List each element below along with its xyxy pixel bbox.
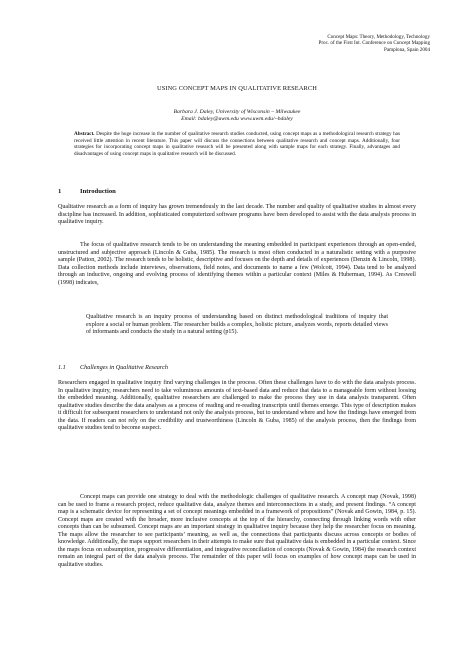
author-block <box>0 109 474 124</box>
abstract-label: Abstract. <box>74 131 95 137</box>
header-line-1: Concept Maps: Theory, Methodology, Technology <box>327 34 430 40</box>
intro-paragraph-1: Qualitative research as a form of inquiry has grown tremendously in the last decade. The number and quality of qualitative studies in almost every discipline has increased. In addition, sophisticated computerized software programs have been developed to assist with the data analysis process in qualitative inquiry. <box>58 204 416 226</box>
email-line: Email: bdaley@uwm.edu www.uwm.edu/~bdaley <box>181 116 293 123</box>
challenges-paragraph-1: Researchers engaged in qualitative inquiry find varying challenges in the process. Often these challenges have to do with the data analysis process. In qualitative inquiry, researchers need to take voluminous amounts of text-based data and reduce that data to a manageable form without loosing the embedded meaning. Additionally, qualitative researchers are challenged to make the process they use in data analysis transparent. Often qualitative studies describe the data analyses as a process of reading and re-reading transcripts until themes emerge. This type of description makes it difficult for subsequent researchers to understand not only the analysis process, but to understand where and how the findings have emerged from the data. If readers can not rely on the credibility and trustworthiness (Lincoln & Guba, 1985) of the analysis process, then the findings from qualitative studies tend to become suspect. <box>58 380 416 432</box>
subsection-number: 1.1 <box>58 364 66 371</box>
header-line-2: Proc. of the First Int. Conference on Concept Mapping <box>318 40 430 47</box>
intro-paragraph-2: The focus of qualitative research tends to be on understanding the meaning embedded in participant experiences through an open-ended, unstructured and subjective approach (Lincoln & Guba, 1985). The research is most often conducted in a naturalistic setting with a purposive sample (Patton, 2002). The research tends to be holistic, descriptive and focuses on the depth and details of experiences (Denzin & Lincoln, 1998). Data collection methods include interviews, observations, field notes, and documents to name a few (Wolcott, 1994). Data tend to be analyzed through an inductive, ongoing and evolving process of identifying themes within a particular context (Miles & Huberman, 1994). As Creswell (1998) indicates, <box>58 242 416 286</box>
proceedings-header <box>210 34 430 53</box>
challenges-paragraph-2: Concept maps can provide one strategy to deal with the methodologic challenges of qualitative research. A concept map (Novak, 1998) can be used to frame a research project, reduce qualitative data, analyze themes and interconnections in a study, and present findings. “A concept map is a schematic device for representing a set of concept meanings embedded in a framework of propositions” (Novak and Gowin, 1984, p. 15). Concept maps are created with the broader, more inclusive concepts at the top of the hierarchy, connecting through linking words with other concepts than can be subsumed. Concept maps are an important strategy in qualitative inquiry because they help the researcher focus on meaning. The maps allow the researcher to see participants’ meaning, as well as, the connections that participants discuss across concepts or bodies of knowledge. Additionally, the maps support researchers in their attempts to make sure that qualitative data is embedded in a particular context. Since the maps focus on subsumption, progressive differentiation, and integrative reconciliation of concepts (Novak & Gowin, 1984) the research context remain an integral part of the data analysis process. The remainder of this paper will focus on examples of how concept maps can be used in qualitative studies. <box>58 494 416 568</box>
paper-title: USING CONCEPT MAPS IN QUALITATIVE RESEARCH <box>157 85 317 92</box>
section-title: Introduction <box>80 188 116 195</box>
abstract-text: Despite the huge increase in the number of qualitative research studies conducted, using concept maps as a methodological research strategy has received little attention in recent literature. This paper will discuss the connections between qualitative research and concept maps. Additionally, four strategies for incorporating concept maps in qualitative research will be presented along with sample maps for each strategy. Finally, advantages and disadvantages of using concept maps in qualitative research will be discussed. <box>74 131 401 157</box>
header-line-3: Pamplona, Spain 2004 <box>384 46 430 53</box>
abstract <box>74 131 400 157</box>
section-number: 1 <box>58 188 62 195</box>
section-heading-introduction <box>58 188 116 195</box>
subsection-heading-challenges <box>58 364 168 371</box>
author-line: Barbara J. Daley, University of Wisconsin – Milwaukee <box>173 109 301 115</box>
subsection-title: Challenges in Qualitative Research <box>80 364 168 371</box>
creswell-quote: Qualitative research is an inquiry process of understanding based on distinct methodological traditions of inquiry that explore a social or human problem. The researcher builds a complex, holistic picture, analyzes words, reports detailed views of informants and conducts the study in a natural setting (p15). <box>86 314 388 336</box>
